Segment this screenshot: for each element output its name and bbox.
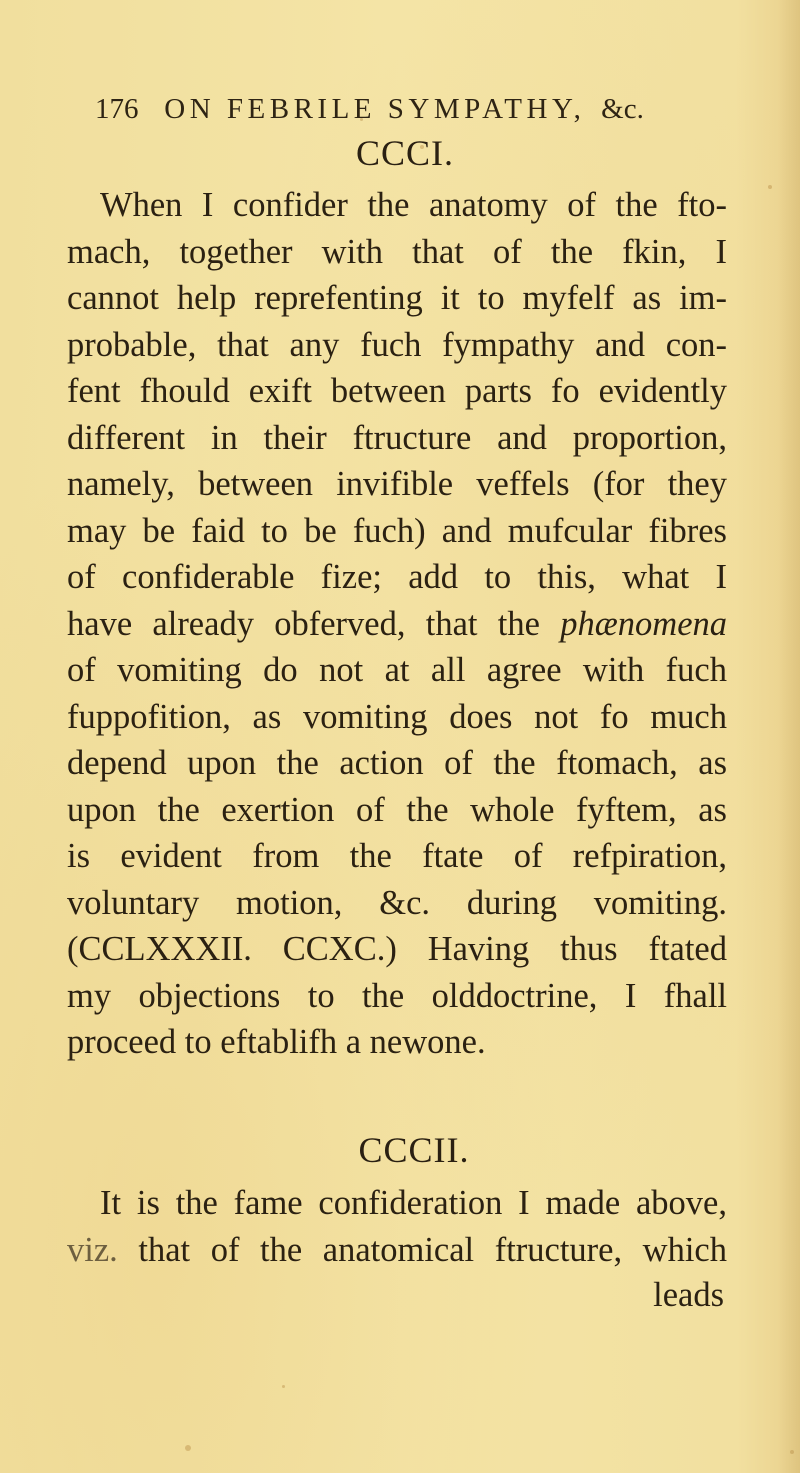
text-line: probable, that any fuch fympathy and con-: [67, 325, 727, 364]
text-line: my objections to the olddoctrine, I fhall: [67, 976, 727, 1015]
text-fragment: have already obferved, that the: [67, 604, 540, 643]
running-head-title: ON FEBRILE SYMPATHY,: [164, 93, 586, 125]
text-line: mach, together with that of the fkin, I: [67, 232, 727, 271]
paper-speck: [768, 185, 772, 189]
text-line: fent fhould exift between parts fo evidently: [67, 372, 727, 410]
paragraph-ccci: [67, 182, 727, 1066]
running-head-etc: &c.: [601, 93, 644, 125]
running-head: [95, 93, 755, 126]
text-line: of vomiting do not at all agree with fuch: [67, 651, 727, 689]
section-heading-cccii: CCCII.: [358, 1130, 470, 1170]
text-line-with-italic: [67, 601, 727, 648]
text-line: (CCLXXXII. CCXC.) Having thus ftated: [67, 930, 727, 968]
viz-abbreviation: viz.: [67, 1230, 118, 1269]
section-heading-ccci: CCCI.: [355, 133, 455, 173]
text-line: depend upon the action of the ftomach, as: [67, 744, 727, 782]
italic-word: phænomena: [560, 604, 728, 643]
paper-speck: [185, 1445, 191, 1451]
text-line-with-viz: [67, 1227, 727, 1274]
text-line: proceed to eftablifh a newone.: [67, 1023, 486, 1061]
text-line: of confiderable fize; add to this, what I: [67, 558, 727, 596]
text-line: cannot help reprefenting it to myfelf as im-: [67, 279, 727, 317]
paper-speck: [790, 1450, 794, 1454]
text-line: upon the exertion of the whole fyftem, as: [67, 790, 727, 829]
text-fragment: that of the anatomical ftructure, which: [138, 1230, 727, 1269]
text-line: is evident from the ftate of refpiration,: [67, 837, 727, 875]
paragraph-cccii: [67, 1180, 727, 1273]
text-line: When I confider the anatomy of the fto-: [100, 186, 727, 224]
text-line: different in their ftructure and proportion,: [67, 418, 727, 457]
text-line: voluntary motion, &c. during vomiting.: [67, 883, 727, 922]
page-number: 176: [95, 93, 139, 125]
text-line: fuppofition, as vomiting does not fo much: [67, 697, 727, 736]
text-line: It is the fame confideration I made above,: [100, 1184, 727, 1222]
catchword: leads: [653, 1276, 724, 1314]
text-line: namely, between invifible veffels (for they: [67, 465, 727, 503]
paper-speck: [282, 1385, 285, 1388]
text-line: may be faid to be fuch) and mufcular fibres: [67, 511, 727, 550]
